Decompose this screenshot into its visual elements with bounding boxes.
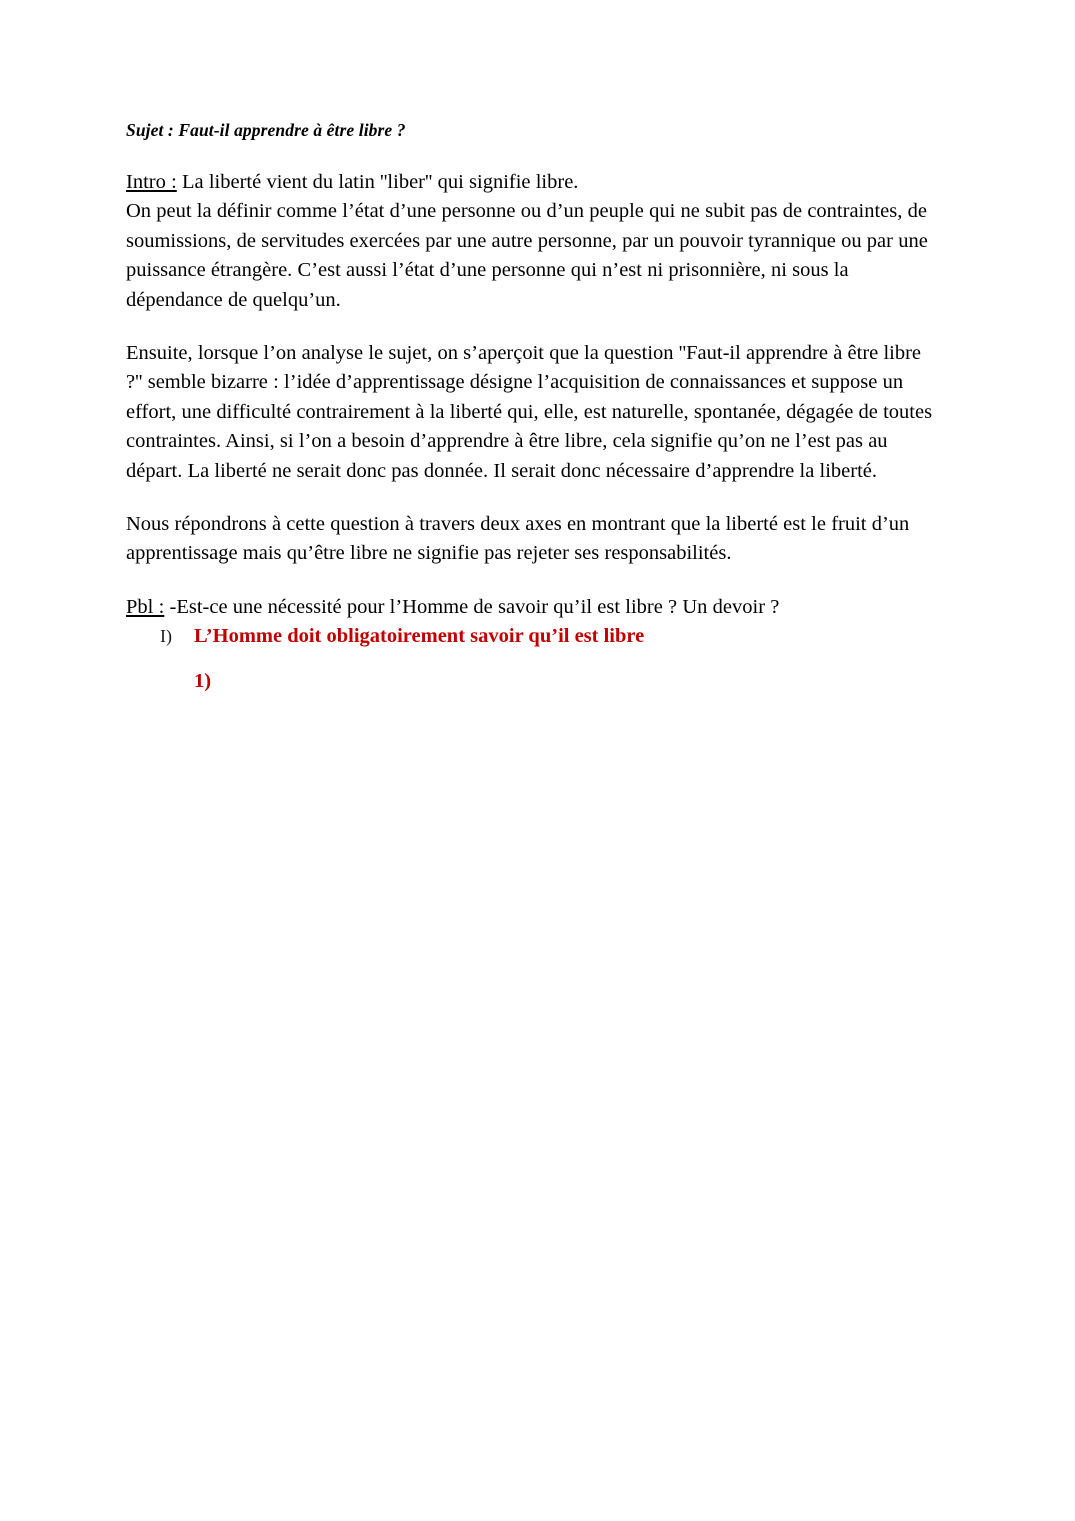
- problematic-text: -Est-ce une nécessité pour l’Homme de savoir qu’il est libre ? Un devoir ?: [164, 595, 780, 618]
- document-body: [126, 118, 938, 696]
- outline-item-part-one: [126, 622, 938, 651]
- paragraph-analysis: Ensuite, lorsque l’on analyse le sujet, on s’aperçoit que la question ''Faut-il apprendre à être libre ?'' semble bizarre : l’idée d’apprentissage désigne l’acquisition de connaissances et suppose un effort, une difficulté contrairement à la liberté qui, elle, est naturelle, spontanée, dégagée de toutes contraintes. Ainsi, si l’on a besoin d’apprendre à être libre, cela signifie qu’on ne l’est pas au départ. La liberté ne serait donc pas donnée. Il serait donc nécessaire d’apprendre la liberté.: [126, 342, 933, 482]
- outline-marker-numeric: 1): [194, 670, 212, 693]
- outline-marker-roman: I): [160, 626, 172, 647]
- intro-label: Intro :: [126, 171, 177, 193]
- paragraph-problematic: [126, 593, 938, 622]
- problematic-label: Pbl :: [126, 595, 165, 618]
- intro-first-line: La liberté vient du latin ''liber'' qui signifie libre.: [176, 171, 579, 193]
- intro-definition: On peut la définir comme l’état d’une personne ou d’un peuple qui ne subit pas de contraintes, de soumissions, de servitudes exercées par une autre personne, par un pouvoir tyrannique ou par une puissance étrangère. C’est aussi l’état d’une personne qui n’est ni prisonnière, ni sous la dépendance de quelqu’un.: [126, 200, 928, 311]
- outline-item-subsection-one: [126, 667, 938, 696]
- outline-heading-part-one: L’Homme doit obligatoirement savoir qu’il est libre: [194, 625, 645, 648]
- page-title: Sujet : Faut-il apprendre à être libre ?: [126, 120, 406, 140]
- paragraph-announcement: Nous répondrons à cette question à travers deux axes en montrant que la liberté est le fruit d’un apprentissage mais qu’être libre ne signifie pas rejeter ses responsabilités.: [126, 513, 910, 565]
- paragraph-intro: [126, 168, 938, 315]
